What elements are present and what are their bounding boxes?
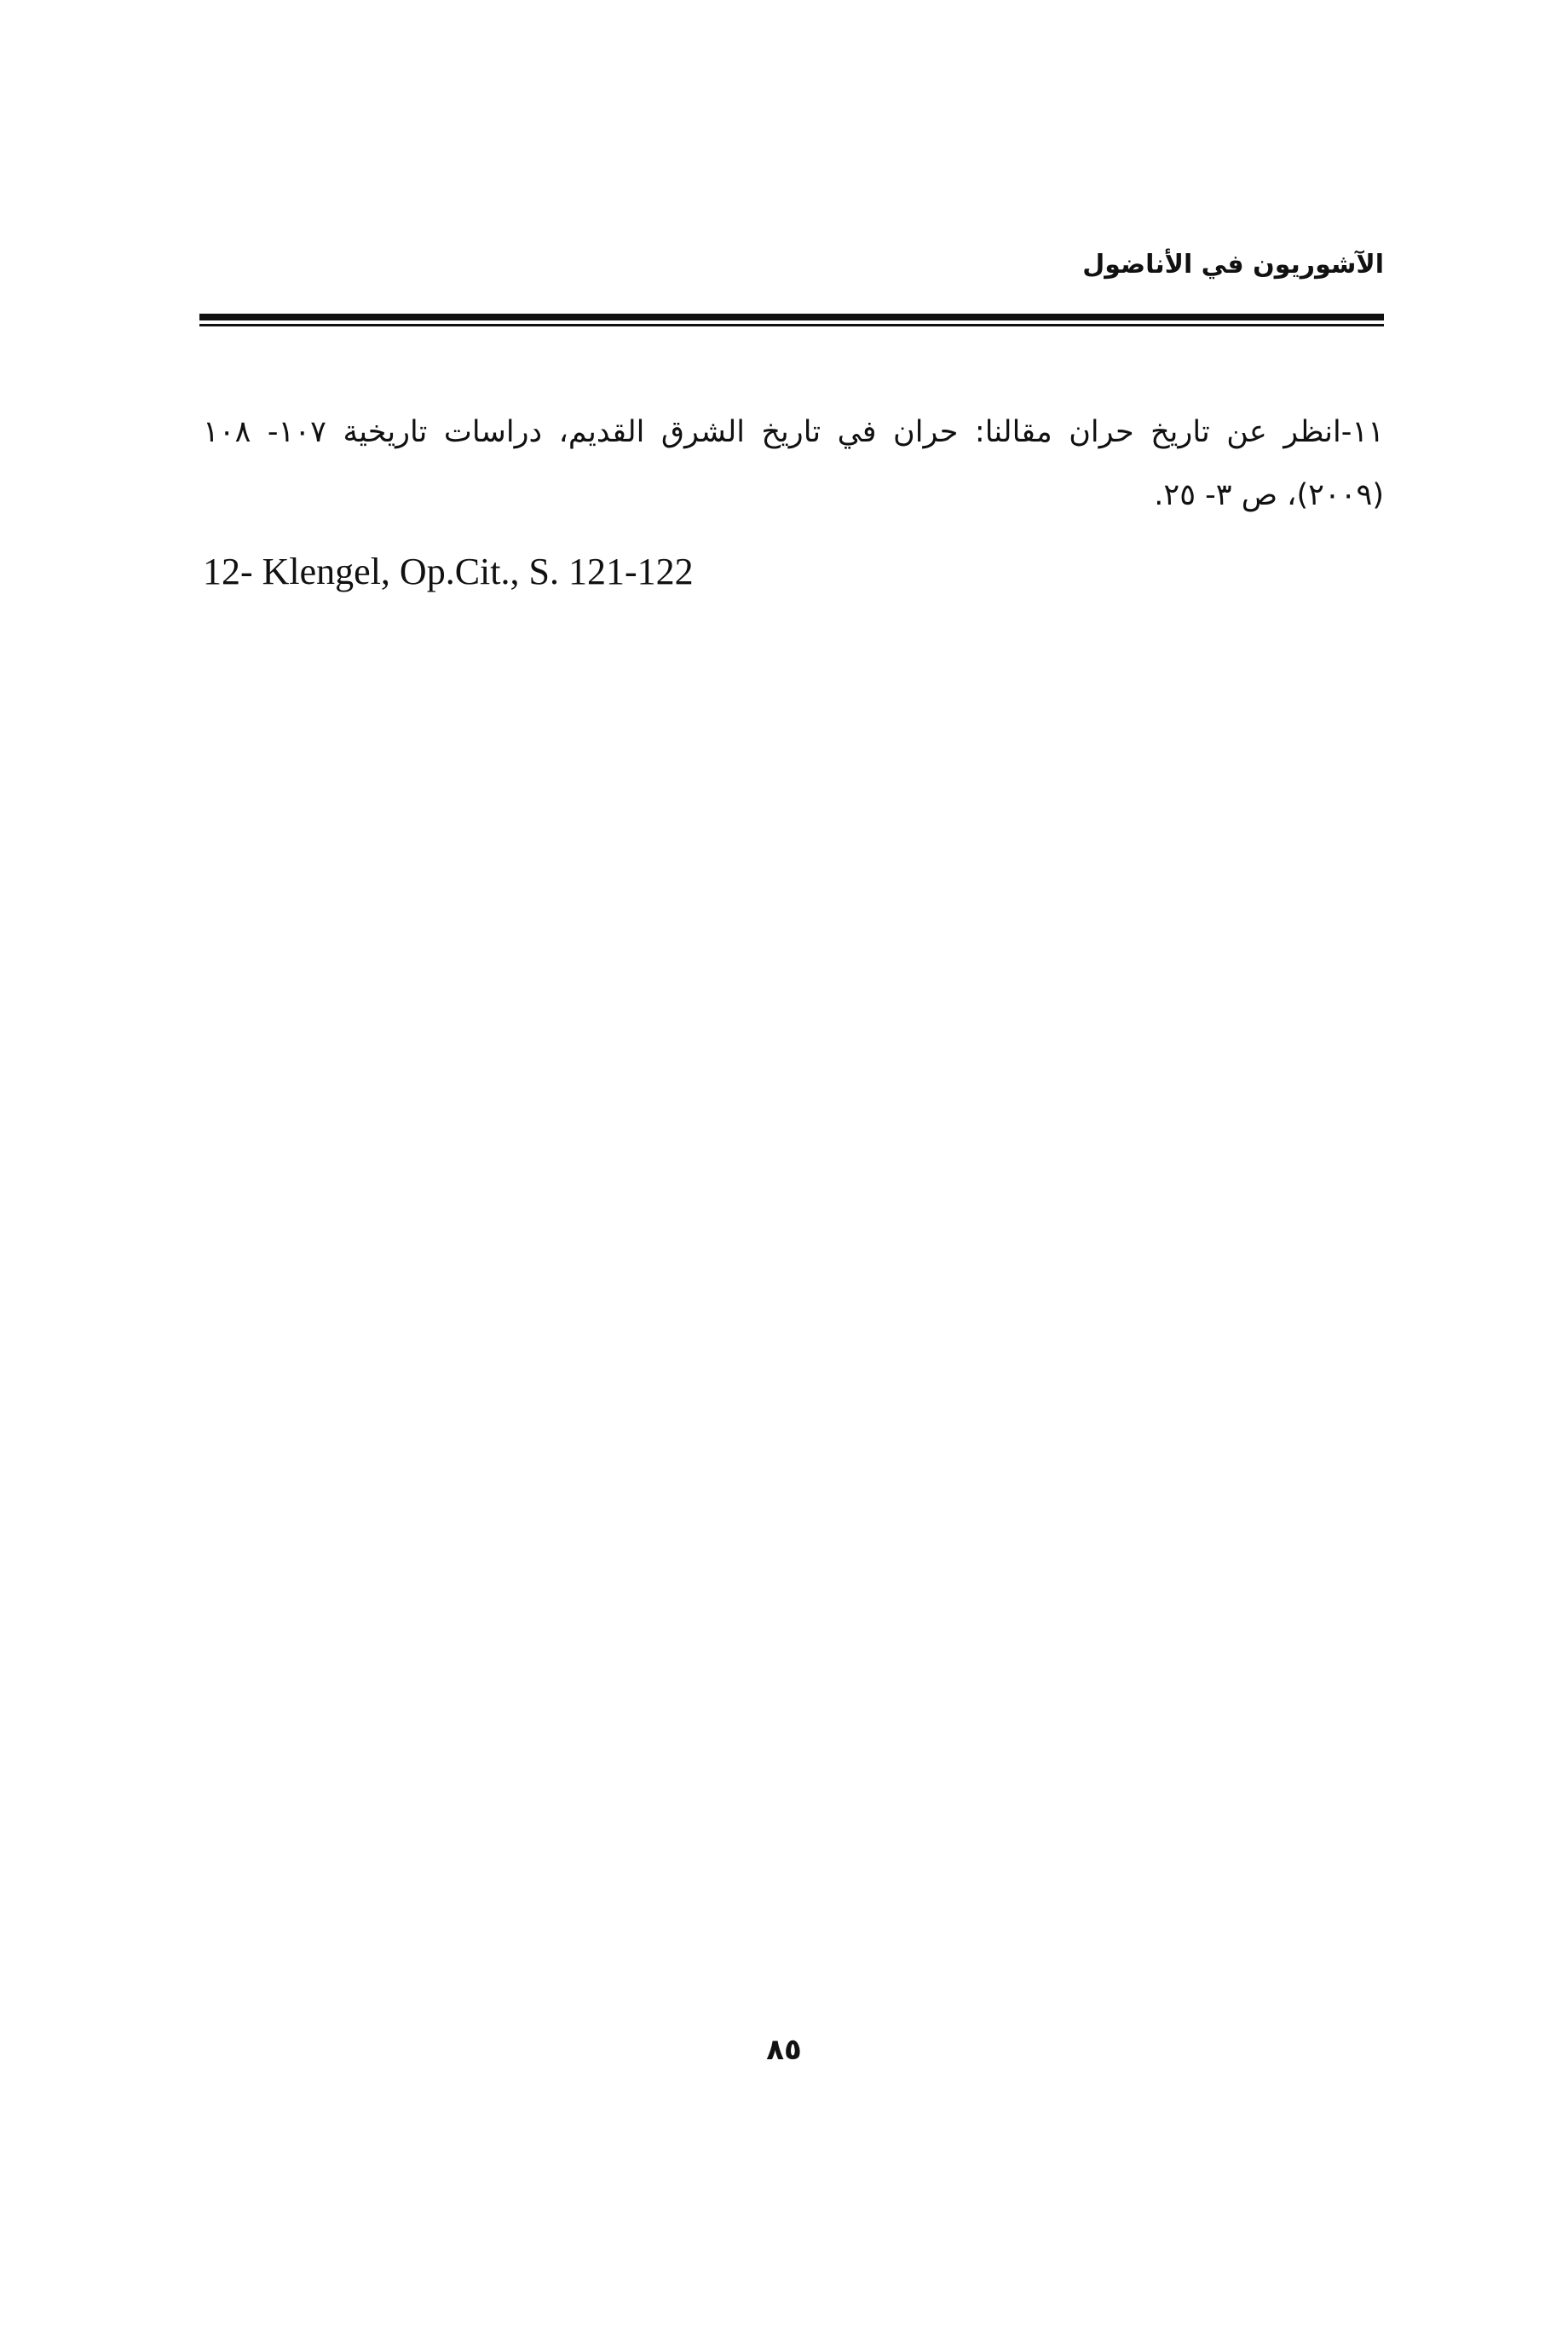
footnote-11	[203, 401, 1384, 527]
page-number: ٨٥	[766, 2033, 802, 2067]
footnote-11-text: انظر عن تاريخ حران مقالنا: حران في تاريخ الشرق القديم، دراسات تاريخية ١٠٧- ١٠٨ (٢٠٠٩)، ص ٣- ٢٥.	[203, 415, 1384, 512]
footnote-11-number: ١١-	[1340, 415, 1384, 449]
header-rule-thick	[199, 314, 1384, 320]
running-header-title: الآشوريون في الأناضول	[1082, 250, 1384, 280]
footnote-12: 12- Klengel, Op.Cit., S. 121-122	[203, 551, 694, 592]
header-rule-thin	[199, 324, 1384, 326]
